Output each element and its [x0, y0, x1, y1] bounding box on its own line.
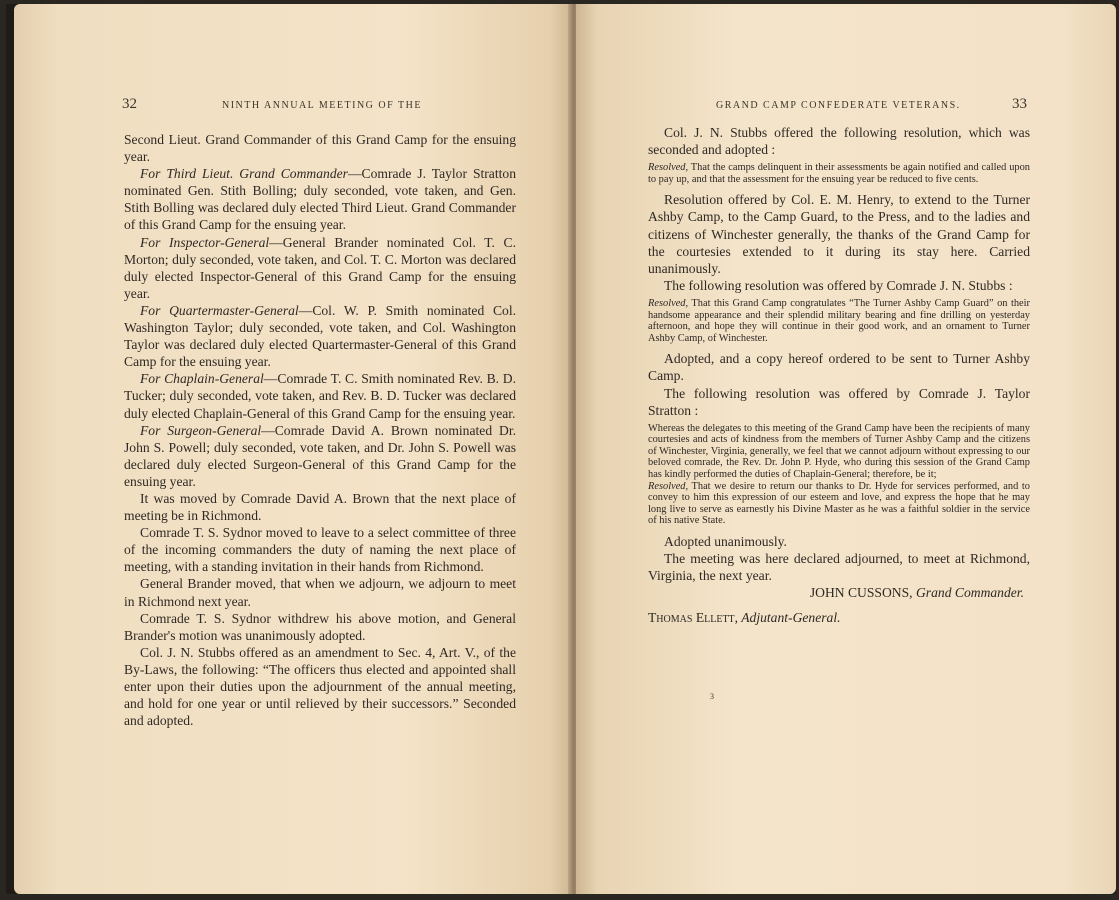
paragraph: Resolution offered by Col. E. M. Henry, to extend to the Turner Ashby Camp, to the Camp Guard, to the Press, and to the ladies and citizens of Winchester generally, the thanks of the Grand Camp for the courtesies extended to it during its stay here. Carried unanimously. — [648, 192, 1030, 276]
page-number-left: 32 — [122, 96, 137, 112]
paragraph: The meeting was here declared adjourned, to meet at Richmond, Virginia, the next year. — [648, 551, 1030, 584]
paragraph — [124, 370, 516, 421]
running-head-right: GRAND CAMP CONFEDERATE VETERANS. — [716, 100, 961, 111]
paragraph: Second Lieut. Grand Commander of this Grand Camp for the ensuing year. — [124, 132, 516, 165]
signature-title: Grand Commander. — [912, 585, 1024, 601]
paragraph: Comrade T. S. Sydnor moved to leave to a select committee of three of the incoming commanders the duty of naming the next place of meeting, with a standing invitation in their hands from Richmond. — [124, 525, 516, 575]
paragraph — [124, 302, 516, 370]
resolution-text: Whereas the delegates to this meeting of the Grand Camp have been the recipients of many courtesies and acts of kindness from the members of Turner Ashby Camp and the citizens of Winchester, Virginia, generally, we feel that we cannot adjourn without expressing to our beloved comrade, the Rev. Dr. John P. Hyde, who during this session of the Grand Camp has kindly performed the duties of Chaplain-General; therefore, be it; — [648, 422, 1030, 481]
paragraph — [124, 422, 516, 490]
signature-mark: 3 — [710, 692, 714, 701]
paragraph: Adopted, and a copy hereof ordered to be sent to Turner Ashby Camp. — [648, 351, 1030, 384]
paragraph: Comrade T. S. Sydnor withdrew his above motion, and General Brander's motion was unanimously adopted. — [124, 610, 516, 643]
paragraph: General Brander moved, that when we adjourn, we adjourn to meet in Richmond next year. — [124, 576, 516, 609]
left-page — [14, 4, 572, 894]
paragraph: Col. J. N. Stubbs offered as an amendment to Sec. 4, Art. V., of the By-Laws, the following: “The officers thus elected and appointed shall enter upon their duties upon the adjournment of the annual meeting, and hold for one year or until relieved by their successors.” Seconded and adopted. — [124, 644, 516, 729]
paragraph-text: —Comrade David A. Brown nominated Dr. John S. Powell; duly seconded, vote taken, and Dr. John S. Powell was declared duly elected Surgeon-General of this Grand Camp for the ensuing year. — [124, 422, 516, 489]
resolution-text — [648, 162, 1030, 185]
resolution-body: That the camps delinquent in their assessments be again notified and called upon to pay up, and that the assessment for the ensuing year be reduced to five cents. — [648, 162, 1030, 185]
paragraph-label: For Third Lieut. Grand Commander — [140, 166, 348, 182]
paragraph-text: —Comrade J. Taylor Stratton nominated Gen. Stith Bolling; duly seconded, vote taken, and Gen. Stith Bolling was declared duly elected Third Lieut. Grand Commander of this Grand Camp for the ensuing year. — [124, 166, 516, 233]
paragraph — [124, 165, 516, 233]
resolution-text — [648, 298, 1030, 344]
right-page — [576, 4, 1116, 894]
paragraph-label: For Surgeon-General — [140, 422, 262, 438]
right-page-body — [648, 124, 1030, 627]
signature-adjutant — [648, 609, 1030, 626]
running-head-left: NINTH ANNUAL MEETING OF THE — [222, 100, 422, 111]
resolved-label: Resolved, — [648, 297, 689, 309]
paragraph-text: —Comrade T. C. Smith nominated Rev. B. D. Tucker; duly seconded, vote taken, and Rev. B. D. Tucker was declared duly elected Chaplain-General of this Grand Camp for the ensuing year. — [124, 371, 516, 421]
paragraph-label: For Quartermaster-General — [140, 302, 299, 318]
paragraph: It was moved by Comrade David A. Brown that the next place of meeting be in Richmond. — [124, 490, 516, 524]
page-number-right: 33 — [1012, 96, 1027, 112]
book-spread — [6, 4, 1116, 894]
left-page-body — [124, 131, 516, 729]
paragraph-label: For Inspector-General — [140, 234, 270, 250]
paragraph — [124, 234, 516, 302]
signature-commander — [648, 584, 1030, 601]
signature-title: Adjutant-General. — [738, 610, 841, 626]
paragraph: The following resolution was offered by Comrade J. Taylor Stratton : — [648, 385, 1030, 418]
paragraph-label: For Chaplain-General — [140, 371, 264, 387]
resolved-label: Resolved, — [648, 162, 689, 174]
paragraph-text: —Col. W. P. Smith nominated Col. Washington Taylor; duly seconded, vote taken, and Col. Washington Taylor was declared duly elected Quartermaster-General of this Grand Camp for the ensuing year. — [124, 302, 516, 370]
resolution-body: That this Grand Camp congratulates “The Turner Ashby Camp Guard” on their handsome appearance and their splendid military bearing and fine drilling on yesterday afternoon, and hope they will continue in their good work, and an ornament to Turner Ashby Camp, of Winchester. — [648, 297, 1030, 344]
paragraph: Adopted unanimously. — [664, 534, 787, 550]
signature-name: JOHN CUSSONS, — [809, 585, 913, 601]
signature-name: Thomas Ellett, — [648, 610, 739, 626]
paragraph-text: —General Brander nominated Col. T. C. Morton; duly seconded, vote taken, and Col. T. C. Morton was declared duly elected Inspector-General of this Grand Camp for the ensuing year. — [124, 234, 516, 301]
resolution-text — [648, 481, 1030, 527]
paragraph: The following resolution was offered by Comrade J. N. Stubbs : — [664, 277, 1013, 293]
resolved-label: Resolved, — [648, 480, 689, 492]
resolution-body: That we desire to return our thanks to Dr. Hyde for services performed, and to convey to him this expression of our esteem and love, and express the hope that he may long live to serve as earnestly his Divine Master as he was a faithful soldier in the service of his native State. — [648, 480, 1030, 527]
paragraph: Col. J. N. Stubbs offered the following resolution, which was seconded and adopted : — [648, 125, 1030, 158]
